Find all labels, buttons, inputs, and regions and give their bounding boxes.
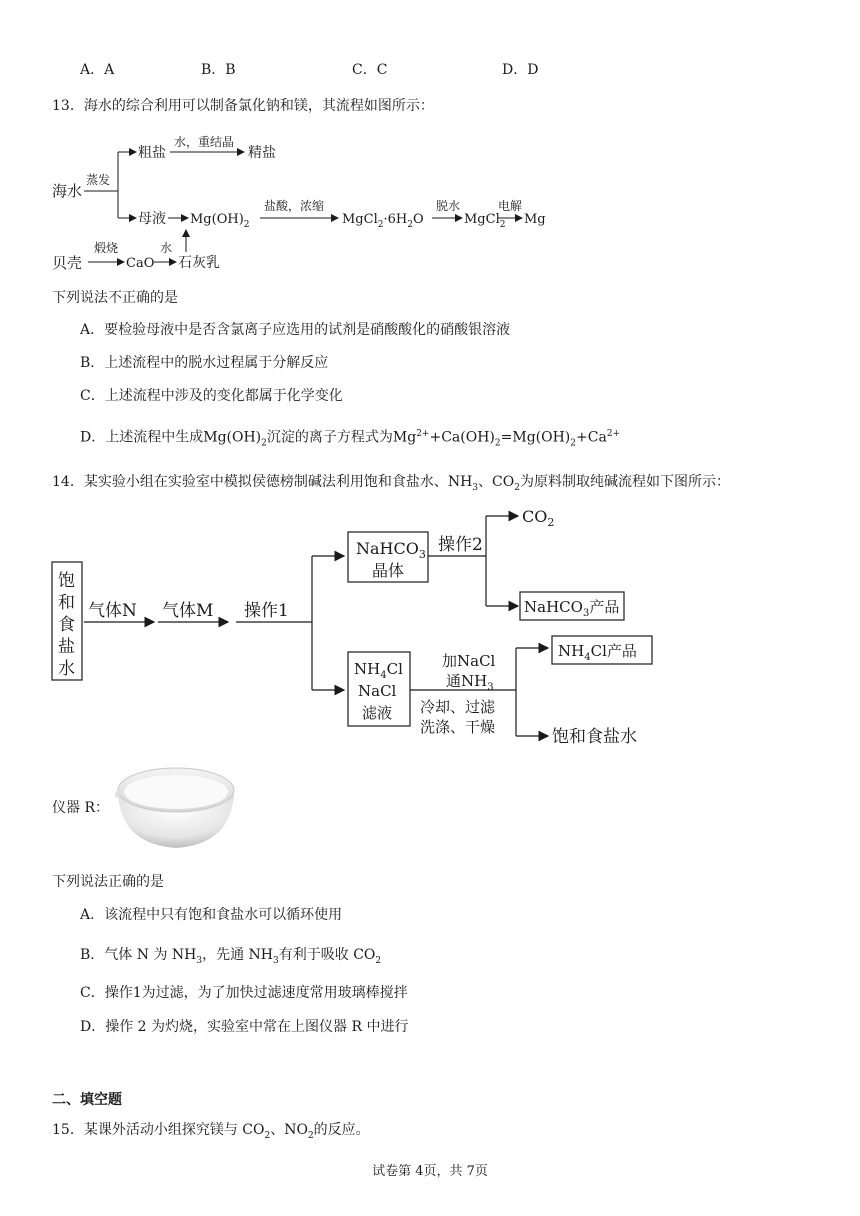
mgcl2-label: MgCl$_2$ — [464, 212, 506, 230]
shell-label: 贝壳 — [52, 254, 83, 272]
q13-option-c: C．上述流程中涉及的变化都属于化学变化 — [80, 388, 343, 404]
q12-option-a: A．A — [80, 62, 115, 78]
q13-option-d: D．上述流程中生成$Mg(OH)_2$沉淀的离子方程式为$Mg^{2+}+Ca(OH)_2=Mg(OH)_2+Ca^{2+}$ — [80, 429, 621, 449]
nacl-label: NaCl — [358, 682, 397, 700]
q13-prompt: 下列说法不正确的是 — [52, 290, 178, 306]
mother-liquor-label: 母液 — [138, 211, 166, 227]
evaporating-dish-image — [112, 762, 240, 852]
nahco3-product-label: NaHCO$_3$产品 — [524, 598, 620, 619]
nahco3-label: NaHCO$_3$ — [356, 539, 426, 561]
q14-flow-diagram — [48, 500, 688, 752]
q12-option-c: C．C — [352, 62, 388, 78]
crude-salt-label: 粗盐 — [138, 145, 166, 161]
page-footer: 试卷第 4页，共 7页 — [372, 1164, 488, 1179]
wash-dry-label: 洗涤、干燥 — [420, 718, 496, 736]
instrument-label: 仪器 R： — [52, 800, 109, 816]
dehydrate-label: 脱水 — [436, 199, 461, 213]
calcine-label: 煅烧 — [94, 241, 119, 255]
water-recryst-label: 水，重结晶 — [174, 135, 235, 149]
q13-option-a: A．要检验母液中是否含氯离子应选用的试剂是硝酸酸化的硝酸银溶液 — [80, 322, 511, 338]
nh4cl-label: $NH_4Cl$ — [354, 660, 403, 681]
water-label: 水 — [160, 241, 173, 255]
crystal-label: 晶体 — [372, 561, 405, 580]
start-char-1: 饱 — [58, 571, 75, 591]
q14-prompt: 下列说法正确的是 — [52, 874, 164, 890]
mg-label: Mg — [524, 212, 546, 227]
q14-option-c: C．操作1为过滤，为了加快过滤速度常用玻璃棒搅拌 — [80, 985, 408, 1001]
op1-label: 操作1 — [244, 601, 289, 621]
q14-stem: 14．某实验小组在实验室中模拟侯德榜制碱法利用饱和食盐水、$NH_3$、$CO_2$为原料制取纯碱流程如下图所示： — [52, 474, 730, 493]
mgcl2-hydrate-label: $MgCl_2\cdot 6H_2O$ — [342, 212, 424, 230]
co2-label: $CO_2$ — [522, 507, 555, 529]
q12-option-d: D．D — [502, 62, 539, 78]
add-nacl-label: 加NaCl — [442, 652, 496, 670]
cool-filter-label: 冷却、过滤 — [420, 698, 496, 716]
q12-option-b: B．B — [201, 62, 236, 78]
filtrate-label: 滤液 — [362, 704, 393, 722]
q13-flow-diagram — [48, 128, 568, 276]
q13-stem: 13．海水的综合利用可以制备氯化钠和镁，其流程如图所示： — [52, 98, 434, 114]
gas-n-label: 气体N — [88, 601, 137, 621]
pass-nh3-label: 通$NH_3$ — [446, 672, 494, 693]
refined-salt-label: 精盐 — [248, 145, 276, 161]
start-char-5: 水 — [58, 659, 75, 679]
hcl-concentrate-label: 盐酸，浓缩 — [264, 199, 325, 213]
section2-heading: 二、填空题 — [52, 1092, 122, 1108]
brine-output-label: 饱和食盐水 — [552, 727, 637, 747]
lime-milk-label: 石灰乳 — [178, 255, 220, 271]
q13-option-b: B．上述流程中的脱水过程属于分解反应 — [80, 355, 329, 371]
start-char-2: 和 — [58, 593, 75, 613]
q15-stem: 15．某课外活动小组探究镁与 $CO_2$、$NO_2$的反应。 — [52, 1122, 370, 1141]
nh4cl-product-label: $NH_4Cl$产品 — [558, 642, 637, 663]
q14-option-a: A．该流程中只有饱和食盐水可以循环使用 — [80, 907, 343, 923]
q14-option-b: B．气体 N 为 $NH_3$，先通 $NH_3$有利于吸收 $CO_2$ — [80, 947, 382, 966]
cao-label: CaO — [126, 256, 155, 271]
mgoh2-label: $Mg(OH)_2$ — [190, 212, 250, 230]
start-char-4: 盐 — [58, 637, 75, 657]
electrolysis-label: 电解 — [498, 199, 523, 213]
op2-label: 操作2 — [438, 535, 483, 555]
gas-m-label: 气体M — [162, 601, 214, 621]
evaporate-label: 蒸发 — [86, 173, 111, 187]
q14-option-d: D．操作 2 为灼烧，实验室中常在上图仪器 R 中进行 — [80, 1019, 409, 1035]
seawater-label: 海水 — [52, 182, 83, 200]
start-char-3: 食 — [58, 615, 75, 635]
